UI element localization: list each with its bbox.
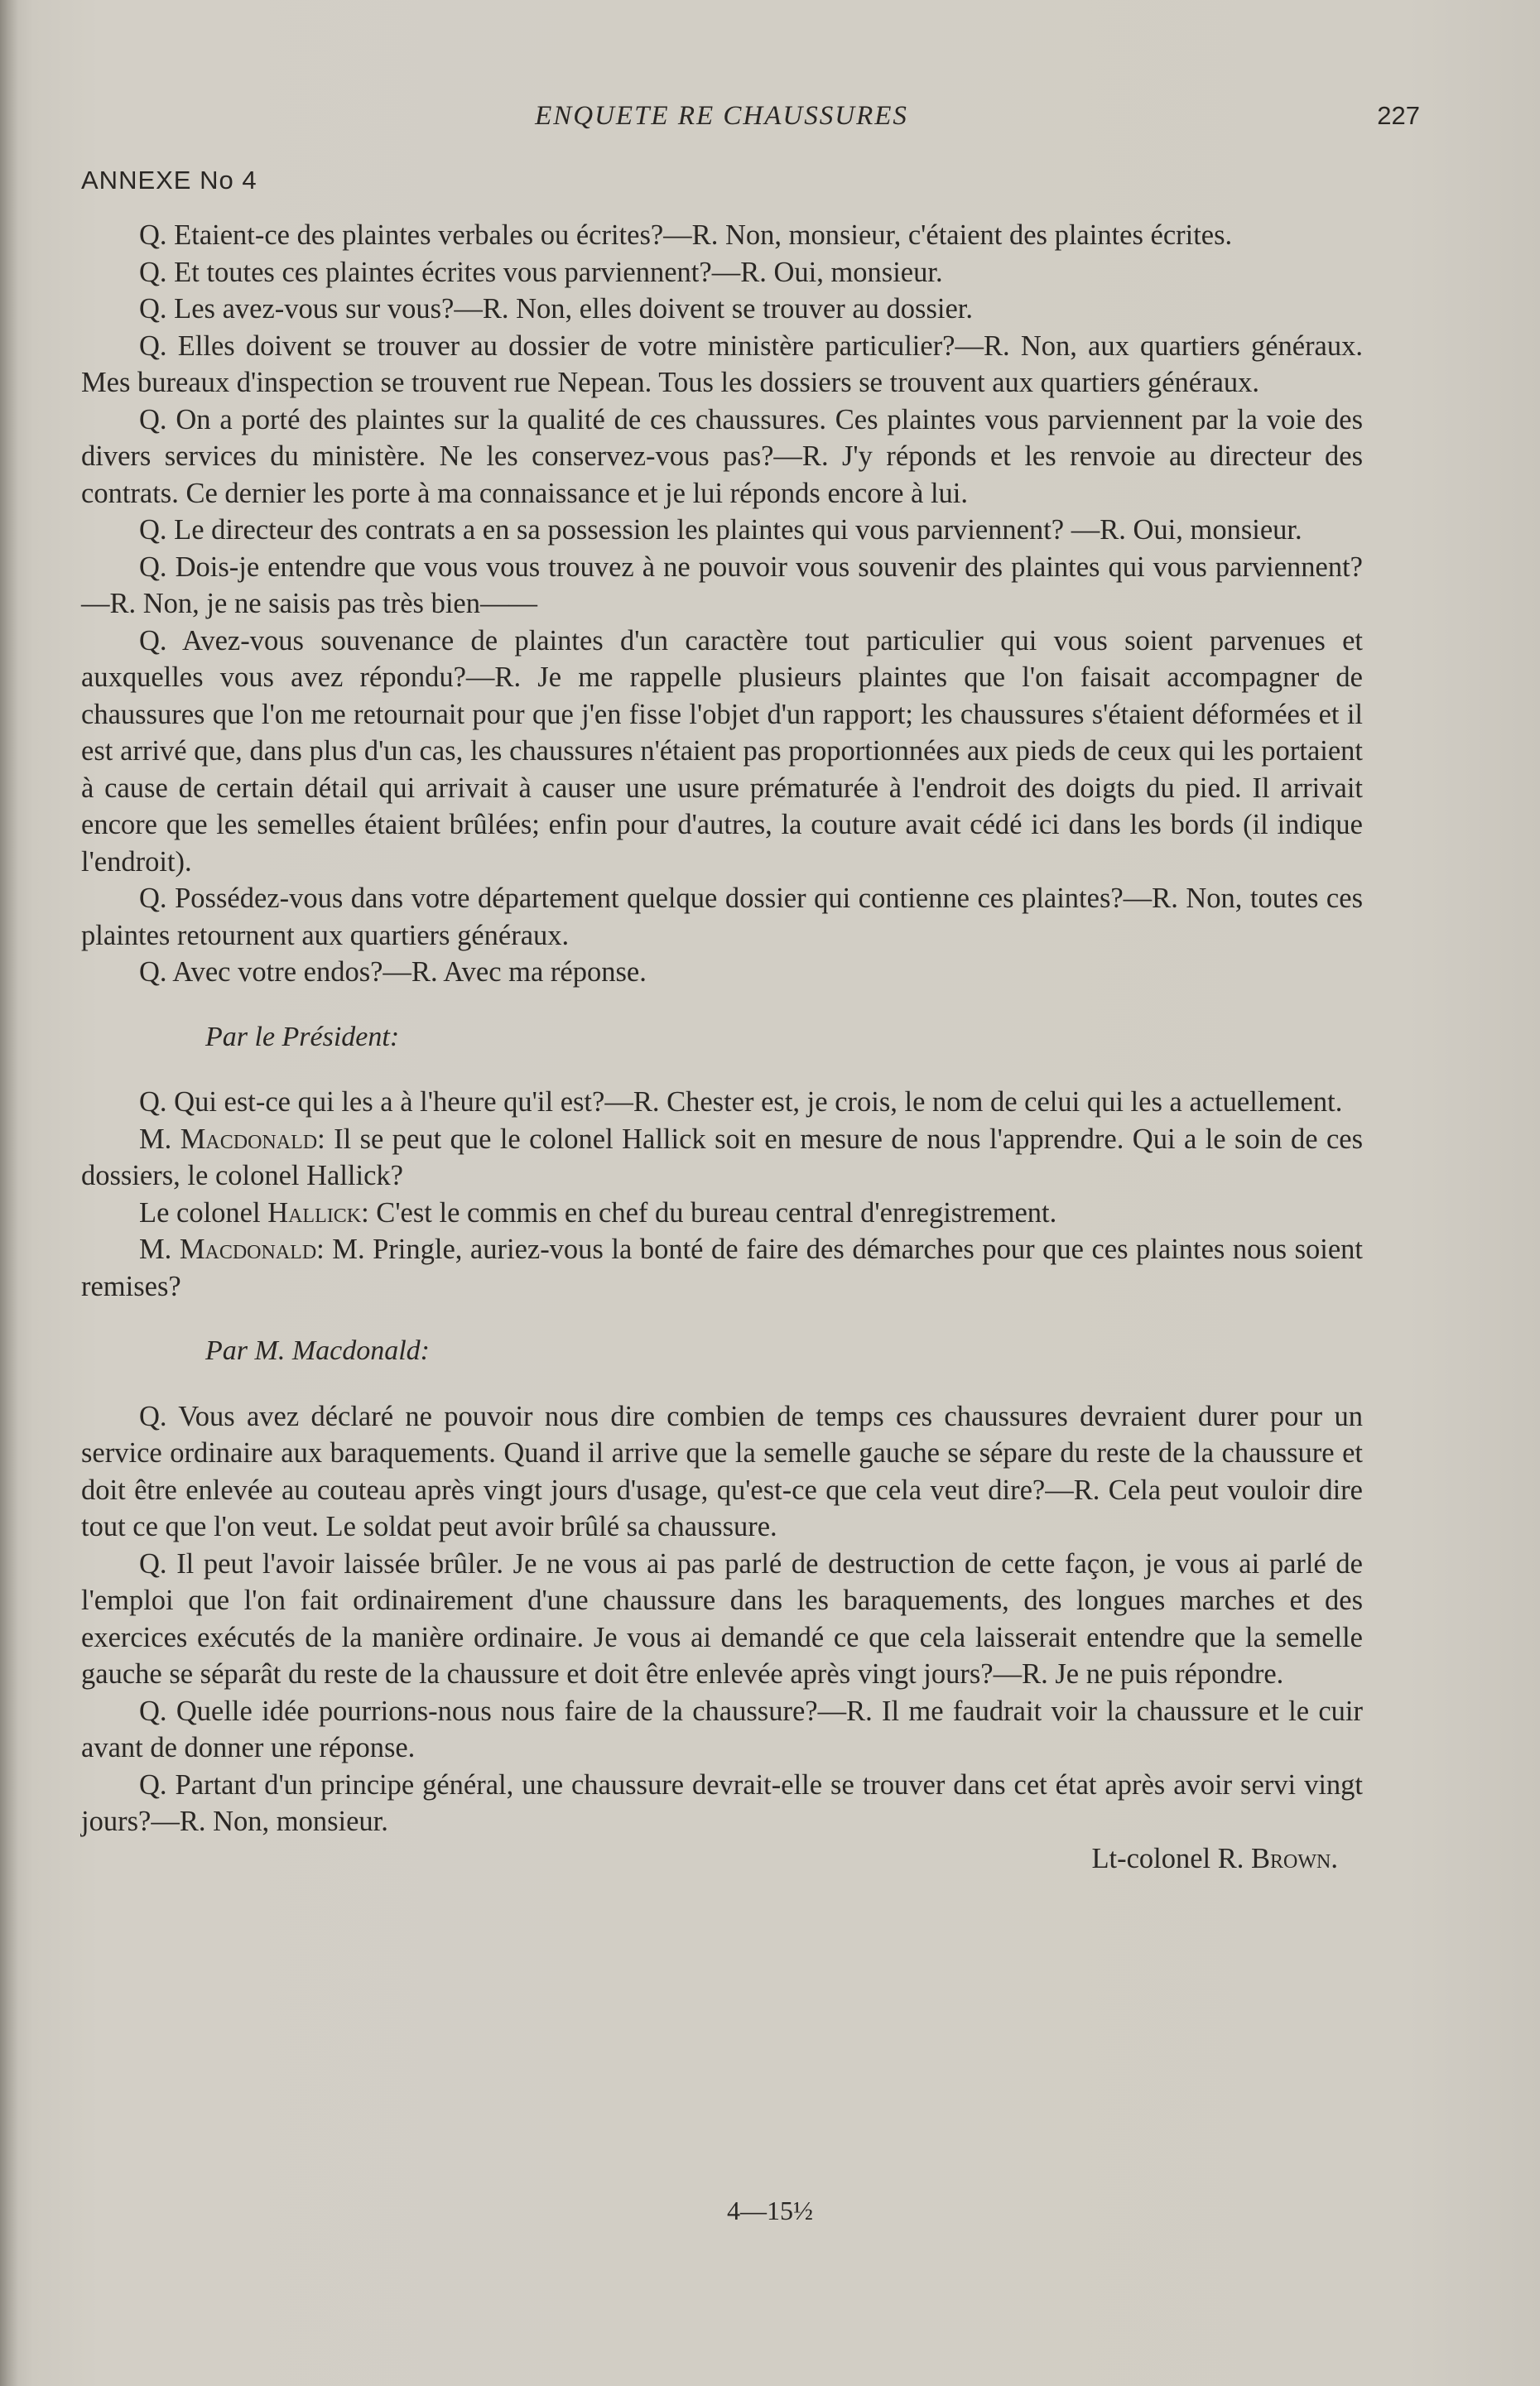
- signature-name: Brown.: [1251, 1842, 1338, 1874]
- signature: [81, 1840, 1363, 1878]
- speaker-name: Hallick: [267, 1196, 362, 1229]
- speaker-heading-macdonald: Par M. Macdonald:: [205, 1335, 431, 1366]
- paragraph: [81, 1195, 1363, 1232]
- signature-prefix: Lt-colonel R.: [1091, 1842, 1252, 1874]
- body-text: [81, 217, 1363, 1877]
- paragraph: Q. Les avez-vous sur vous?—R. Non, elles doivent se trouver au dossier.: [139, 293, 974, 325]
- paragraph: Q. Etaient-ce des plaintes verbales ou écrites?—R. Non, monsieur, c'étaient des plaintes écrites.: [139, 219, 1233, 251]
- running-head: [81, 101, 1420, 142]
- paragraph: Q. Possédez-vous dans votre département quelque dossier qui contienne ces plaintes?—R. Non, toutes ces plaintes retournent aux quartiers généraux.: [81, 883, 1363, 951]
- speaker-name: M. Macdonald: [139, 1234, 317, 1265]
- paragraph-prefix: Le colonel: [139, 1196, 268, 1229]
- paragraph: Q. Vous avez déclaré ne pouvoir nous dire combien de temps ces chaussures devraient durer pour un service ordinaire aux baraquements. Quand il arrive que la semelle gauche se sépare du reste de la chaussure et doit être enlevée au couteau après vingt jours d'usage, qu'est-ce que cela veut dire?—R. Cela peut vouloir dire tout ce que l'on veut. Le soldat peut avoir brûlé sa chaussure.: [81, 1400, 1363, 1542]
- paragraph: Q. Quelle idée pourrions-nous nous faire de la chaussure?—R. Il me faudrait voir la chaussure et le cuir avant de donner une réponse.: [81, 1695, 1363, 1763]
- paragraph: Q. Qui est-ce qui les a à l'heure qu'il est?—R. Chester est, je crois, le nom de celui qui les a actuellement.: [139, 1086, 1343, 1118]
- folio-mark: 4—15½: [727, 2196, 813, 2225]
- paragraph-text: : C'est le commis en chef du bureau central d'enregistrement.: [361, 1196, 1057, 1229]
- running-title: ENQUETE RE CHAUSSURES: [535, 101, 908, 131]
- paragraph: Q. Dois-je entendre que vous vous trouvez à ne pouvoir vous souvenir des plaintes qui vous parviennent?—R. Non, je ne saisis pas très bien——: [81, 551, 1363, 619]
- paragraph: [81, 1231, 1363, 1305]
- speaker-name: M. Macdonald: [139, 1123, 318, 1155]
- book-spine-edge: [0, 0, 18, 2386]
- paragraph: Q. Il peut l'avoir laissée brûler. Je ne vous ai pas parlé de destruction de cette façon, je vous ai parlé de l'emploi que l'on fait ordinairement d'une chaussure dans les baraquements, des longues marches et des exercices exécutés de la manière ordinaire. Je vous ai demandé ce que cela laisserait entendre que la semelle gauche se séparât du reste de la chaussure et doit être enlevée après vingt jours?—R. Je ne puis répondre.: [81, 1547, 1363, 1690]
- paragraph: Q. Partant d'un principe général, une chaussure devrait-elle se trouver dans cet état après avoir servi vingt jours?—R. Non, monsieur.: [81, 1768, 1363, 1837]
- paragraph: Q. Avez-vous souvenance de plaintes d'un caractère tout particulier qui vous soient parvenues et auxquelles vous avez répondu?—R. Je me rappelle plusieurs plaintes que l'on faisait accompagner de chaussures que l'on me retournait pour que j'en fisse l'objet d'un rapport; les chaussures s'étaient déformées et il est arrivé que, dans plus d'un cas, les chaussures n'étaient pas proportionnées aux pieds de ceux qui les portaient à cause de certain détail qui arrivait à causer une usure prématurée à l'endroit des doigts du pied. Il arrivait encore que les semelles étaient brûlées; enfin pour d'autres, la couture avait cédé ici dans les bords (il indique l'endroit).: [81, 624, 1363, 878]
- paragraph-text: : Il se peut que le colonel Hallick soit en mesure de nous l'apprendre. Qui a le soin de ces dossiers, le colonel Hallick?: [81, 1123, 1363, 1191]
- paragraph: [81, 1121, 1363, 1195]
- speaker-heading-president: Par le Président:: [205, 1021, 400, 1052]
- paragraph: Q. On a porté des plaintes sur la qualité de ces chaussures. Ces plaintes vous parviennent par la voie des divers services du ministère. Ne les conservez-vous pas?—R. J'y réponds et les renvoie au directeur des contrats. Ce dernier les porte à ma connaissance et je lui réponds encore à lui.: [81, 403, 1363, 509]
- paragraph: Q. Elles doivent se trouver au dossier de votre ministère particulier?—R. Non, aux quartiers généraux. Mes bureaux d'inspection se trouvent rue Nepean. Tous les dossiers se trouvent aux quartiers généraux.: [81, 330, 1363, 398]
- page-number: 227: [1377, 101, 1420, 130]
- paragraph: Q. Avec votre endos?—R. Avec ma réponse.: [139, 956, 647, 988]
- paragraph: Q. Le directeur des contrats a en sa possession les plaintes qui vous parviennent? —R. Oui, monsieur.: [139, 514, 1302, 546]
- paragraph: Q. Et toutes ces plaintes écrites vous parviennent?—R. Oui, monsieur.: [139, 256, 943, 288]
- annex-label: ANNEXE No 4: [81, 166, 257, 195]
- paragraph-text: : M. Pringle, auriez-vous la bonté de faire des démarches pour que ces plaintes nous soient remises?: [81, 1234, 1363, 1302]
